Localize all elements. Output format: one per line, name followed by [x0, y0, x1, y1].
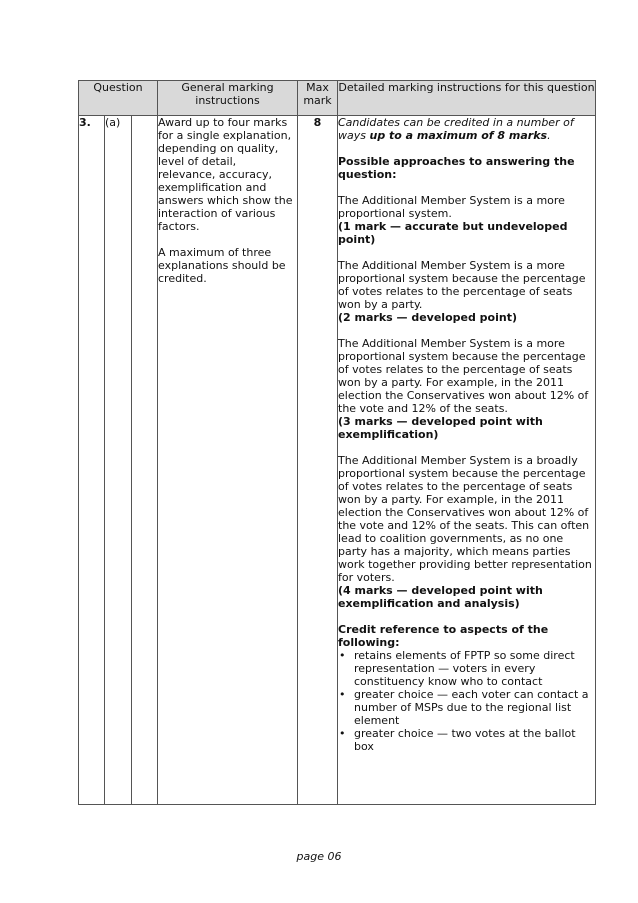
detailed-intro: [338, 116, 595, 142]
general-paragraph: A maximum of three explanations should be credited.: [158, 246, 286, 285]
intro-text: Candidates can be credited in a number of ways: [338, 116, 574, 142]
question-number: 3.: [79, 116, 105, 805]
intro-bold: up to a maximum of 8 marks: [369, 129, 548, 142]
example-marks: (1 mark — accurate but undeveloped point): [338, 220, 568, 246]
example-marks: (2 marks — developed point): [338, 311, 517, 324]
example-block: [338, 337, 595, 441]
header-question: Question: [79, 81, 158, 116]
bullet-icon: •: [339, 688, 346, 701]
example-text: The Additional Member System is a more proportional system because the percentage of votes relates to the percentage of seats won by a party.: [338, 259, 586, 311]
list-item: [338, 688, 595, 727]
credit-item-text: retains elements of FPTP so some direct representation — voters in every constituency know who to contact: [354, 649, 575, 688]
general-paragraph: Award up to four marks for a single explanation, depending on quality, level of detail, relevance, accuracy, exemplification and answers which show the interaction of various factors.: [158, 116, 293, 233]
header-detailed: Detailed marking instructions for this question: [338, 81, 596, 116]
example-marks: (4 marks — developed point with exemplification and analysis): [338, 584, 543, 610]
bullet-icon: •: [339, 649, 346, 662]
list-item: [338, 727, 595, 753]
credit-item-text: greater choice — two votes at the ballot box: [354, 727, 576, 753]
max-mark: 8: [298, 116, 338, 805]
example-block: [338, 259, 595, 324]
detailed-instructions: [338, 116, 596, 805]
credit-list: [338, 649, 595, 753]
credit-item-text: greater choice — each voter can contact a number of MSPs due to the regional list element: [354, 688, 589, 727]
question-part: (a): [105, 116, 132, 805]
header-row: [79, 81, 596, 116]
example-text: The Additional Member System is a more proportional system.: [338, 194, 565, 220]
table-row: [79, 116, 596, 805]
example-text: The Additional Member System is a broadly proportional system because the percentage of votes relates to the percentage of seats won by a party. For example, in the 2011 election the Conservatives won about 12% of the vote and 12% of the seats. This can often lead to coalition governments, as no one party has a majority, which means parties work together providing better representation for voters.: [338, 454, 592, 584]
bullet-icon: •: [339, 727, 346, 740]
empty-subpart-cell: [132, 116, 158, 805]
general-instructions: [158, 116, 298, 805]
intro-end: .: [547, 129, 551, 142]
example-text: The Additional Member System is a more proportional system because the percentage of votes relates to the percentage of seats won by a party. For example, in the 2011 election the Conservatives won about 12% of the vote and 12% of the seats.: [338, 337, 589, 415]
page-number: page 06: [296, 850, 342, 863]
example-marks: (3 marks — developed point with exemplification): [338, 415, 543, 441]
approaches-heading: Possible approaches to answering the question:: [338, 155, 575, 181]
list-item: [338, 649, 595, 688]
example-block: [338, 194, 595, 246]
credit-heading: Credit reference to aspects of the following:: [338, 623, 549, 649]
header-general: General marking instructions: [158, 81, 298, 116]
header-max-mark: Max mark: [298, 81, 338, 116]
marking-table: [78, 80, 596, 805]
example-block: [338, 454, 595, 610]
